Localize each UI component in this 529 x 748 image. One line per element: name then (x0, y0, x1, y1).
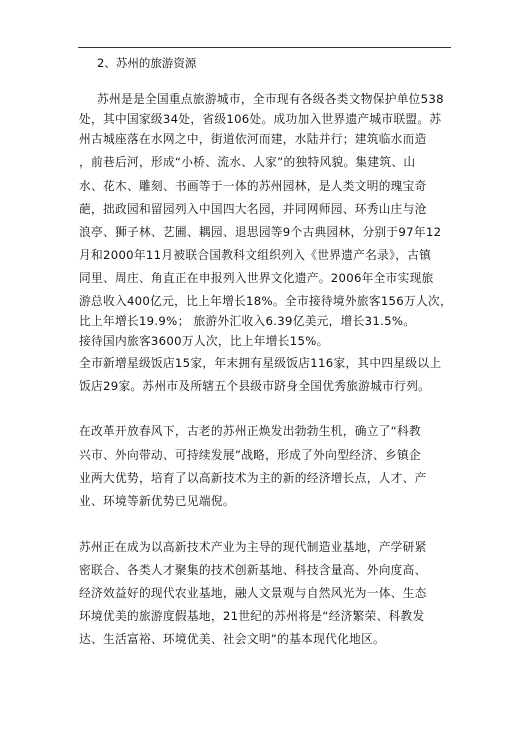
section-heading: 2、苏州的旅游资源 (97, 56, 197, 70)
paragraph-line: 兴市、外向带动、可持续发展”战略，形成了外向型经济、乡镇企 (79, 448, 422, 462)
paragraph-line: 密联合、各类人才聚集的技术创新基地、科技含量高、外向度高、 (79, 563, 427, 577)
paragraph-line: 苏州是是全国重点旅游城市，全市现有各级各类文物保护单位538 (97, 92, 444, 106)
paragraph-line: 业、环境等新优势已见端倪。 (79, 494, 235, 508)
paragraph-line: 达、生活富裕、环境优美、社会文明”的基本现代化地区。 (79, 632, 386, 646)
paragraph-line: 比上年增长19.9%； 旅游外汇收入6.39亿美元，增长31.5%。 (79, 314, 416, 328)
header-rule (78, 47, 451, 48)
paragraph-line: 接待国内旅客3600万人次，比上年增长15%。 (79, 334, 329, 348)
paragraph-line: ，前巷后河，形成“小桥、流水、人家”的独特风貌。集建筑、山 (79, 155, 416, 169)
paragraph-line: 月和2000年11月被联合国教科文组织列入《世界遗产名录》，古镇 (79, 248, 432, 262)
paragraph-line: 全市新增星级饭店15家，年末拥有星级饭店116家，其中四星级以上 (79, 356, 442, 370)
paragraph-line: 水、花木、雕刻、书画等于一体的苏州园林，是人类文明的瑰宝奇 (79, 179, 427, 193)
paragraph-line: 饭店29家。苏州市及所辖五个县级市跻身全国优秀旅游城市行列。 (79, 379, 431, 393)
paragraph-line: 在改革开放春风下，古老的苏州正焕发出勃勃生机，确立了“科教 (79, 424, 422, 438)
paragraph-line: 州古城座落在水网之中，街道依河而建，水陆并行；建筑临水而造 (79, 132, 427, 146)
paragraph-line: 处，其中国家级34处，省级106处。成功加入世界遗产城市联盟。苏 (79, 112, 442, 126)
paragraph-line: 浪亭、狮子林、艺圃、耦园、退思园等9个古典园林，分别于97年12 (79, 225, 442, 239)
paragraph-line: 经济效益好的现代农业基地，融人文景观与自然风光为一体、生态 (79, 586, 427, 600)
paragraph-line: 游总收入400亿元，比上年增长18%。全市接待境外旅客156万人次， (79, 294, 452, 308)
paragraph-line: 苏州正在成为以高新技术产业为主导的现代制造业基地，产学研紧 (79, 540, 427, 554)
paragraph-line: 同里、周庄、角直正在申报列入世界文化遗产。2006年全市实现旅 (79, 271, 434, 285)
paragraph-line: 葩，拙政园和留园列入中国四大名园，并同网师园、环秀山庄与沧 (79, 202, 427, 216)
paragraph-line: 环境优美的旅游度假基地，21世纪的苏州将是“经济繁荣、科教发 (79, 609, 425, 623)
paragraph-line: 业两大优势，培育了以高新技术为主的新的经济增长点，人才、产 (79, 471, 427, 485)
